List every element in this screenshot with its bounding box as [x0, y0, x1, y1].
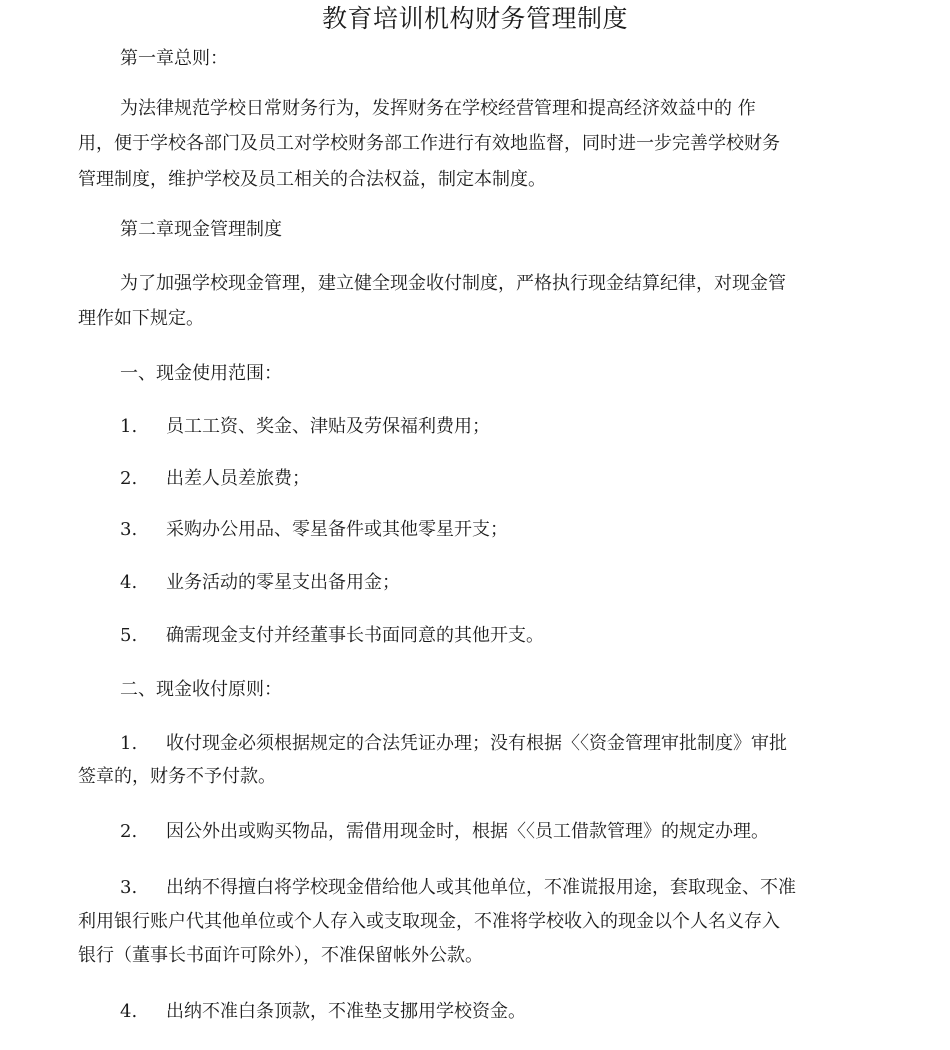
chapter2-heading: 第二章现金管理制度 — [120, 219, 282, 240]
section2-item-4 — [120, 1000, 526, 1024]
section2-item-3 — [120, 876, 796, 900]
chapter2-paragraph-line-2: 理作如下规定。 — [78, 308, 204, 329]
chapter1-paragraph-line-2: 用，便于学校各部门及员工对学校财务部工作进行有效地监督，同时进一步完善学校财务 — [78, 133, 780, 154]
list-item-text: 因公外出或购买物品，需借用现金时，根据〈〈员工借款管理》的规定办理。 — [166, 821, 769, 842]
list-item-text: 业务活动的零星支出备用金； — [166, 572, 400, 593]
list-item-number: 3. — [120, 519, 138, 540]
section2-item-3-continuation-2: 银行（董事长书面许可除外），不准保留帐外公款。 — [78, 945, 483, 966]
list-item — [120, 518, 508, 542]
section2-item-1-continuation: 签章的，财务不予付款。 — [78, 766, 276, 787]
chapter2-paragraph-line-1: 为了加强学校现金管理，建立健全现金收付制度，严格执行现金结算纪律，对现金管 — [120, 273, 786, 294]
list-item-text: 出纳不得擅白将学校现金借给他人或其他单位，不准谎报用途，套取现金、不准 — [166, 877, 796, 898]
chapter1-heading: 第一章总则： — [120, 48, 228, 69]
list-item-text: 确需现金支付并经董事长书面同意的其他开支。 — [166, 625, 544, 646]
list-item-text: 采购办公用品、零星备件或其他零星开支； — [166, 519, 508, 540]
list-item — [120, 624, 544, 648]
list-item-text: 收付现金必须根据规定的合法凭证办理；没有根据〈〈资金管理审批制度》审批 — [166, 733, 787, 754]
list-item-number: 4. — [120, 572, 138, 593]
document-title: 教育培训机构财务管理制度 — [321, 4, 628, 33]
list-item-number: 5. — [120, 625, 138, 646]
chapter1-paragraph-line-1: 为法律规范学校日常财务行为，发挥财务在学校经营管理和提高经济效益中的 作 — [120, 98, 756, 119]
chapter1-paragraph-line-3: 管理制度，维护学校及员工相关的合法权益，制定本制度。 — [78, 169, 546, 190]
section2-heading: 二、现金收付原则： — [120, 679, 282, 700]
list-item-number: 2. — [120, 821, 138, 842]
section2-item-3-continuation-1: 利用银行账户代其他单位或个人存入或支取现金，不准将学校收入的现金以个人名义存入 — [78, 911, 780, 932]
list-item-text: 出纳不准白条顶款，不准垫支挪用学校资金。 — [166, 1001, 526, 1022]
section2-item-1 — [120, 732, 787, 756]
list-item-number: 3. — [120, 877, 138, 898]
list-item-number: 4. — [120, 1001, 138, 1022]
list-item-number: 1. — [120, 416, 138, 437]
section1-heading: 一、现金使用范围： — [120, 363, 282, 384]
section2-item-2 — [120, 820, 769, 844]
list-item — [120, 415, 490, 439]
list-item — [120, 467, 310, 491]
list-item-text: 员工工资、奖金、津贴及劳保福利费用； — [166, 416, 490, 437]
list-item-number: 1. — [120, 733, 138, 754]
list-item-number: 2. — [120, 468, 138, 489]
list-item — [120, 571, 400, 595]
list-item-text: 出差人员差旅费； — [166, 468, 310, 489]
